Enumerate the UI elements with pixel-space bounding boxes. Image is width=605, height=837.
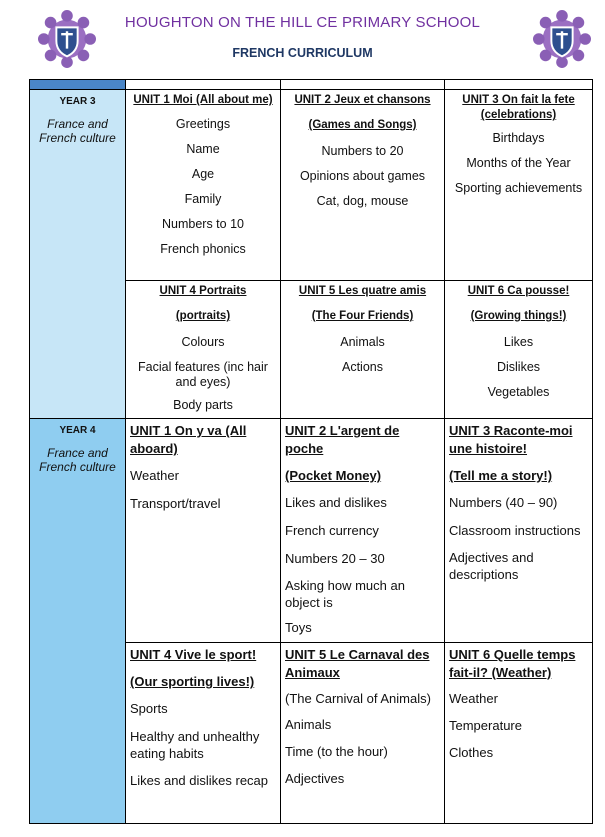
year4-unit5 bbox=[281, 643, 445, 824]
list-item: Family bbox=[184, 192, 222, 206]
table-header-bar bbox=[30, 80, 593, 90]
header-bar-cell bbox=[445, 80, 593, 90]
list-item: Toys bbox=[285, 620, 312, 635]
unit-subtitle: (Tell me a story!) bbox=[449, 468, 553, 483]
year3-unit3 bbox=[445, 90, 593, 281]
unit-title: UNIT 3 On fait la fete (celebrations) bbox=[462, 94, 575, 121]
list-item: Vegetables bbox=[487, 385, 550, 399]
unit-title: UNIT 6 Ca pousse! bbox=[467, 285, 570, 297]
year3-unit4 bbox=[126, 281, 281, 419]
list-item: Temperature bbox=[449, 718, 522, 733]
list-item: Animals bbox=[340, 335, 385, 349]
list-item: Sporting achievements bbox=[454, 181, 583, 195]
unit-subtitle: (The Four Friends) bbox=[311, 310, 414, 322]
list-item: Numbers 20 – 30 bbox=[285, 551, 385, 566]
list-item: Likes and dislikes recap bbox=[130, 773, 269, 788]
list-item: Healthy and unhealthy eating habits bbox=[130, 729, 260, 761]
unit-subtitle: (Our sporting lives!) bbox=[130, 674, 255, 689]
page-header bbox=[0, 0, 605, 78]
list-item: Adjectives bbox=[285, 771, 345, 786]
unit-title: UNIT 6 Quelle temps fait-il? (Weather) bbox=[449, 647, 576, 680]
unit-title: UNIT 2 Jeux et chansons bbox=[294, 94, 431, 106]
unit-title: UNIT 5 Les quatre amis bbox=[298, 285, 427, 297]
list-item: Colours bbox=[181, 335, 225, 349]
unit-subtitle: (Pocket Money) bbox=[285, 468, 382, 483]
unit-title: UNIT 4 Portraits bbox=[159, 285, 247, 297]
unit-title: UNIT 5 Le Carnaval des Animaux bbox=[285, 647, 430, 680]
page-subtitle: FRENCH CURRICULUM bbox=[232, 46, 373, 60]
year4-unit1 bbox=[126, 419, 281, 643]
year4-label: YEAR 4 bbox=[59, 425, 96, 436]
list-item: Birthdays bbox=[492, 131, 545, 145]
list-item: Months of the Year bbox=[466, 156, 571, 170]
list-item: Classroom instructions bbox=[449, 523, 581, 538]
header-bar-cell bbox=[281, 80, 445, 90]
unit-title: UNIT 1 On y va (All aboard) bbox=[130, 423, 247, 456]
unit-title: UNIT 2 L'argent de poche bbox=[285, 423, 400, 456]
list-item: Facial features (inc hair and eyes) bbox=[138, 360, 268, 389]
year3-unit2 bbox=[281, 90, 445, 281]
year3-unit6 bbox=[445, 281, 593, 419]
school-crest-icon bbox=[533, 10, 591, 68]
year4-unit3 bbox=[445, 419, 593, 643]
list-item: Opinions about games bbox=[299, 169, 426, 183]
unit-subtitle: (Games and Songs) bbox=[308, 119, 417, 131]
unit-subtitle: (Growing things!) bbox=[470, 310, 567, 322]
list-item: Sports bbox=[130, 701, 168, 716]
header-bar-cell bbox=[126, 80, 281, 90]
list-item: Body parts bbox=[173, 398, 233, 412]
list-item: Numbers to 10 bbox=[162, 217, 244, 231]
list-item: (The Carnival of Animals) bbox=[285, 691, 431, 706]
list-item: Weather bbox=[130, 468, 179, 483]
list-item: Clothes bbox=[449, 745, 494, 760]
year3-cell bbox=[30, 90, 126, 419]
year4-description: France and French culture bbox=[39, 446, 116, 474]
year3-unit5 bbox=[281, 281, 445, 419]
unit-title: UNIT 1 Moi (All about me) bbox=[133, 94, 273, 106]
list-item: Transport/travel bbox=[130, 496, 221, 511]
table-row bbox=[30, 419, 593, 643]
list-item: Likes and dislikes bbox=[285, 495, 387, 510]
list-item: Cat, dog, mouse bbox=[316, 194, 409, 208]
list-item: Time (to the hour) bbox=[285, 744, 388, 759]
list-item: Dislikes bbox=[496, 360, 541, 374]
list-item: Adjectives and descriptions bbox=[449, 550, 534, 582]
unit-title: UNIT 3 Raconte-moi une histoire! bbox=[449, 423, 573, 456]
unit-title: UNIT 4 Vive le sport! bbox=[130, 647, 257, 662]
year3-unit1 bbox=[126, 90, 281, 281]
curriculum-table bbox=[29, 79, 593, 824]
school-name: HOUGHTON ON THE HILL CE PRIMARY SCHOOL bbox=[124, 14, 481, 31]
list-item: Numbers (40 – 90) bbox=[449, 495, 558, 510]
table-row bbox=[30, 90, 593, 281]
list-item: Numbers to 20 bbox=[321, 144, 404, 158]
list-item: Likes bbox=[503, 335, 534, 349]
year3-description: France and French culture bbox=[39, 117, 116, 145]
list-item: French currency bbox=[285, 523, 379, 538]
list-item: Animals bbox=[285, 717, 332, 732]
list-item: French phonics bbox=[160, 242, 246, 256]
header-bar-year-cell bbox=[30, 80, 126, 90]
unit-subtitle: (portraits) bbox=[175, 310, 231, 322]
list-item: Greetings bbox=[175, 117, 231, 131]
year3-label: YEAR 3 bbox=[59, 96, 96, 107]
list-item: Weather bbox=[449, 691, 498, 706]
list-item: Actions bbox=[342, 360, 383, 374]
year4-unit2 bbox=[281, 419, 445, 643]
year4-cell bbox=[30, 419, 126, 824]
list-item: Asking how much an object is bbox=[285, 578, 405, 610]
list-item: Name bbox=[186, 142, 220, 156]
year4-unit4 bbox=[126, 643, 281, 824]
year4-unit6 bbox=[445, 643, 593, 824]
school-crest-icon bbox=[38, 10, 96, 68]
list-item: Age bbox=[191, 167, 215, 181]
